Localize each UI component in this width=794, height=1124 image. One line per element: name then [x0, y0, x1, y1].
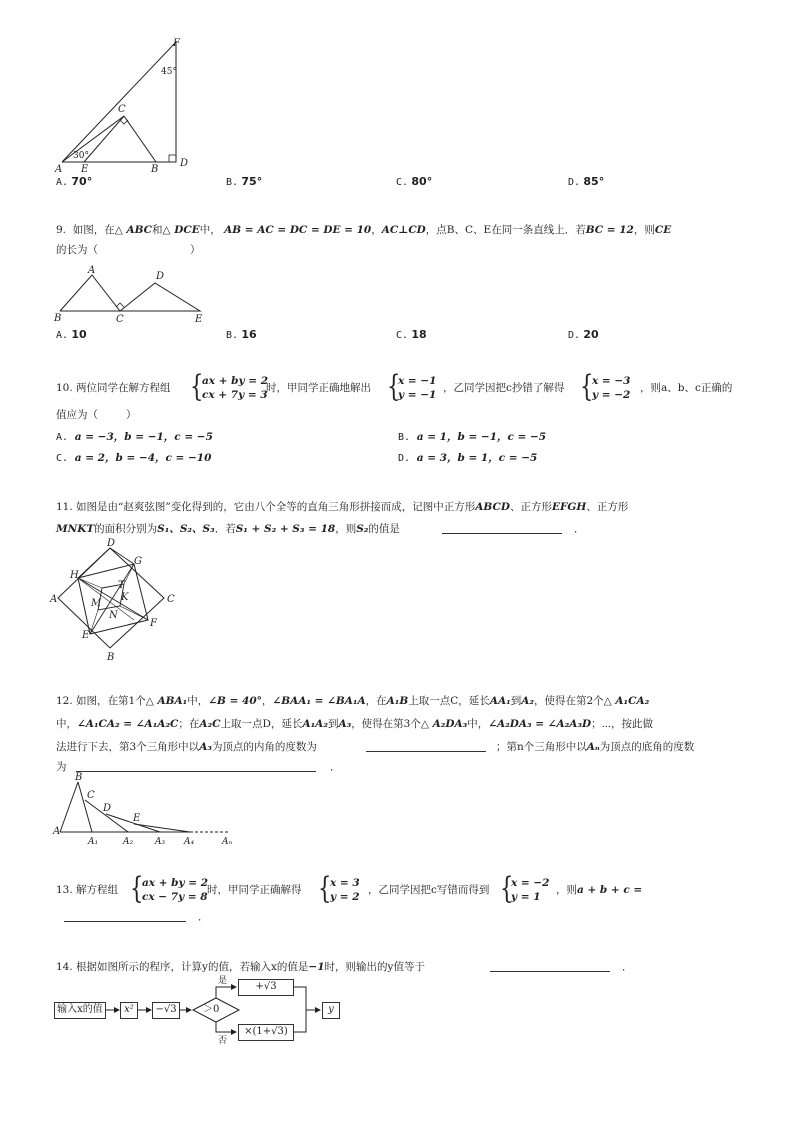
q12-stem-line1: 12. 如图，在第1个△ ABA₁中，∠B = 40°，∠BAA₁ = ∠BA₁A，在A₁B上取一点C，延长AA₁到A₂，使得在第2个△ A₁CA₂	[56, 695, 650, 707]
q10-brace-2: {	[387, 369, 401, 404]
q11-label-a: A	[50, 594, 58, 605]
q13-system-1: ax + by = 2 cx − 7y = 8	[142, 877, 209, 903]
q10-text-b: 时，甲同学正确地解出	[266, 382, 371, 394]
q14-flow-times: ×(1+√3)	[238, 1024, 294, 1041]
q10-option-d[interactable]: D. a = 3，b = 1，c = −5	[398, 452, 538, 464]
q8-option-c[interactable]: C. 80°	[396, 175, 433, 188]
q11-label-k: K	[121, 592, 129, 603]
q8-label-a: A	[55, 164, 63, 175]
q13-system-3: x = −2 y = 1	[511, 877, 550, 903]
q12-label-a: A	[53, 826, 61, 837]
q10-text-c: ，乙同学因把c抄错了解得	[443, 382, 565, 394]
q8-option-b[interactable]: B. 75°	[226, 175, 263, 188]
q11-label-t: T	[118, 580, 125, 591]
q10-system-3: x = −3 y = −2	[592, 375, 631, 401]
q14-flow-yes: 是	[218, 976, 228, 986]
q14-stem: 14. 根据如图所示的程序，计算y的值，若输入x的值是−1时，则输出的y值等于	[56, 961, 425, 973]
q14-flow-cond: ＞0	[203, 1004, 220, 1015]
q13-brace-1: {	[130, 871, 144, 906]
q13-num: 13. 解方程组	[56, 884, 119, 896]
q12-label-c: C	[87, 790, 95, 801]
q9-label-b: B	[54, 313, 62, 324]
q9-label-d: D	[156, 271, 165, 282]
q14-flow-plus-sqrt3: +√3	[238, 979, 294, 996]
q10-text-d: ，则a、b、c正确的	[640, 382, 733, 394]
q11-label-d: D	[107, 538, 116, 549]
q12-label-a4: A₄	[184, 837, 195, 847]
q11-label-g: G	[134, 556, 142, 567]
q11-label-f: F	[150, 618, 157, 629]
q13-brace-3: {	[500, 871, 514, 906]
q8-option-d[interactable]: D. 85°	[568, 175, 605, 188]
q12-label-a1: A₁	[88, 837, 99, 847]
q9-label-e: E	[195, 314, 203, 325]
q12-label-a3: A₃	[155, 837, 166, 847]
q8-angle-f: 45°	[161, 67, 177, 77]
q12-stem-line3b: ；第n个三角形中以Aₙ为顶点的底角的度数	[496, 741, 695, 753]
q10-brace-3: {	[580, 369, 594, 404]
q8-angle-a: 30°	[73, 151, 89, 161]
q11-label-b: B	[107, 652, 115, 663]
q8-option-a[interactable]: A. 70°	[56, 175, 93, 188]
q11-label-c: C	[167, 594, 175, 605]
q13-system-2: x = 3 y = 2	[330, 877, 360, 903]
q11-label-e: E	[82, 630, 90, 641]
q11-label-h: H	[70, 570, 79, 581]
q9-option-b[interactable]: B. 16	[226, 328, 257, 341]
q8-label-e: E	[81, 164, 89, 175]
q14-flow-no: 否	[218, 1036, 228, 1046]
q10-line2: 值应为（ ）	[56, 409, 137, 421]
q13-text-c: ，乙同学因把c写错而得到	[368, 884, 490, 896]
q11-end: ．	[574, 523, 585, 535]
q8-label-d: D	[180, 158, 189, 169]
q9-option-a[interactable]: A. 10	[56, 328, 87, 341]
q13-expr: ，则a + b + c =	[556, 884, 643, 896]
q10-brace-1: {	[190, 369, 204, 404]
q14-flow-output: y	[322, 1002, 340, 1019]
q8-label-c: C	[118, 104, 126, 115]
q14-end: ．	[622, 961, 633, 973]
q12-label-d: D	[103, 803, 112, 814]
q10-option-b[interactable]: B. a = 1，b = −1，c = −5	[398, 431, 547, 443]
q12-label-e: E	[133, 813, 141, 824]
q14-flow-input: 输入x的值	[54, 1002, 106, 1019]
q9-option-c[interactable]: C. 18	[396, 328, 427, 341]
q11-stem-line1: 11. 如图是由“赵爽弦图”变化得到的，它由八个全等的直角三角形拼接而成，记图中正方形ABCD、正方形EFGH、正方形	[56, 501, 629, 513]
q11-label-n: N	[109, 610, 118, 621]
q10-system-1: ax + by = 2 cx + 7y = 3	[202, 375, 269, 401]
q12-stem-line2: 中，∠A₁CA₂ = ∠A₁A₂C；在A₂C上取一点D，延长A₁A₂到A₃，使得在第3个△ A₂DA₃中，∠A₂DA₃ = ∠A₂A₃D；⋯，按此做	[56, 718, 654, 730]
q13-end: ．	[198, 911, 209, 923]
q12-end: ．	[330, 761, 341, 773]
q13-brace-2: {	[318, 871, 332, 906]
q9-label-a: A	[88, 265, 96, 276]
q9-stem-line1: 9. 如图，在△ ABC和△ DCE中， AB = AC = DC = DE = 10，AC⊥CD，点B、C、E在同一条直线上．若BC = 12，则CE	[56, 224, 672, 236]
q12-line4: 为	[56, 761, 67, 773]
q10-option-c[interactable]: C. a = 2，b = −4，c = −10	[56, 452, 212, 464]
q10-system-2: x = −1 y = −1	[398, 375, 437, 401]
q9-stem-line2: 的长为（ ）	[56, 244, 201, 256]
q8-label-f: F	[173, 38, 180, 49]
q14-flow-square: x²	[120, 1002, 138, 1019]
q12-label-a2: A₂	[123, 837, 134, 847]
q9-label-c: C	[116, 314, 124, 325]
q12-label-b: B	[75, 772, 83, 783]
q9-option-d[interactable]: D. 20	[568, 328, 599, 341]
q10-option-a[interactable]: A. a = −3，b = −1，c = −5	[56, 431, 213, 443]
q8-label-b: B	[151, 164, 159, 175]
q11-label-m: M	[91, 598, 102, 609]
q13-text-b: 时，甲同学正确解得	[207, 884, 302, 896]
q12-stem-line3a: 法进行下去，第3个三角形中以A₃为顶点的内角的度数为	[56, 741, 317, 753]
q10-num: 10. 两位同学在解方程组	[56, 382, 171, 394]
q12-label-an: Aₙ	[222, 837, 233, 847]
q14-flow-minus-sqrt3: −√3	[152, 1002, 180, 1019]
q11-stem-line2: MNKT的面积分别为S₁、S₂、S₃．若S₁ + S₂ + S₃ = 18，则S₂的值是	[56, 523, 400, 535]
